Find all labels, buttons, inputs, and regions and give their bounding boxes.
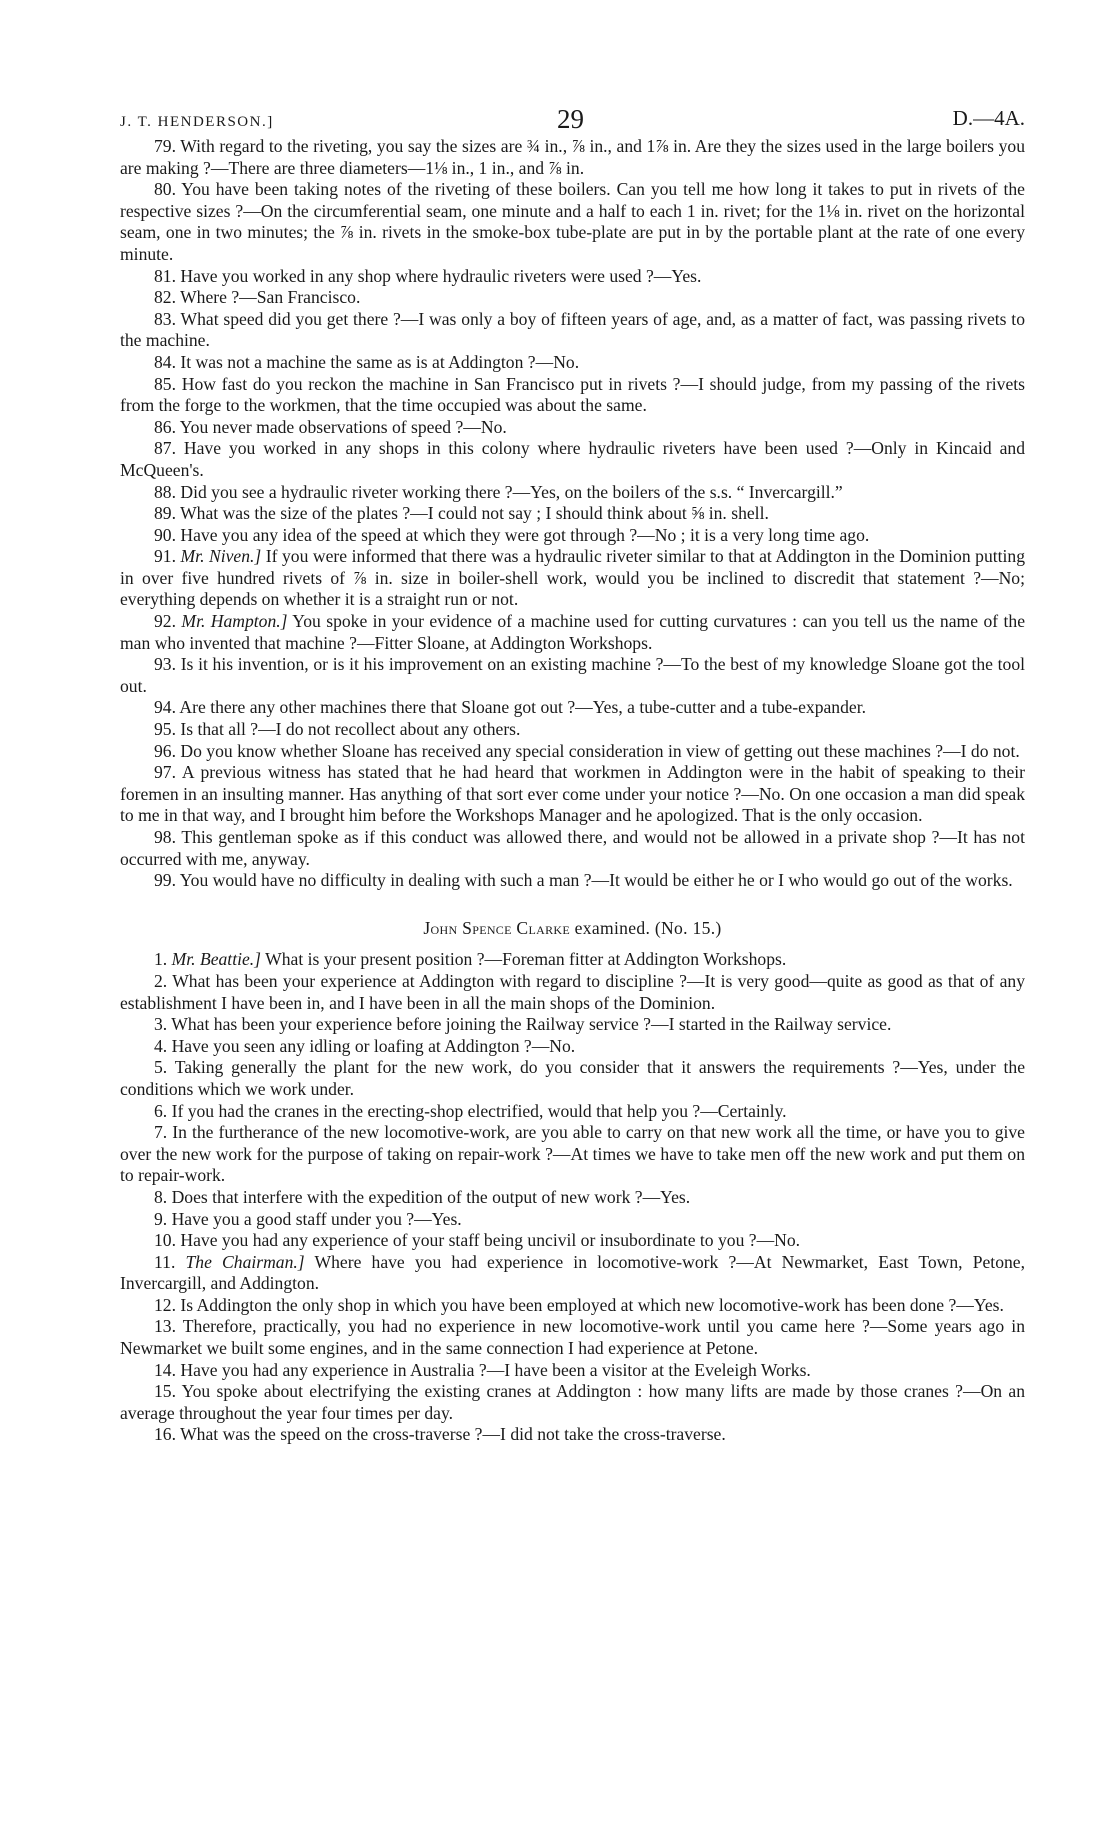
question-text: What is your present position ?—Foreman fitter at Addington Workshops. <box>265 949 787 970</box>
question-text: 10. Have you had any experience of your staff being uncivil or insubordinate to you ?—No. <box>154 1230 801 1251</box>
question-paragraph <box>120 266 1025 288</box>
question-text: 15. You spoke about electrifying the existing cranes at Addington : how many lifts are made by those cranes ?—On an average throughout the year four times per day. <box>120 1381 1025 1423</box>
speaker-name: Mr. Beattie.] <box>171 949 262 970</box>
question-paragraph <box>120 719 1025 741</box>
question-paragraph <box>120 1057 1025 1100</box>
question-text: If you were informed that there was a hydraulic riveter similar to that at Addington in the Dominion putting in over five hundred rivets of ⅞ in. size in boiler-shell work, would you be inclined to discredit that statement ?—No; everything depends on whether it is a straight run or not. <box>120 546 1026 610</box>
question-text: 94. Are there any other machines there that Sloane got out ?—Yes, a tube-cutter and a tube-expander. <box>154 697 866 718</box>
question-paragraph <box>120 1424 1025 1446</box>
question-paragraph <box>120 611 1025 654</box>
question-text: 85. How fast do you reckon the machine in San Francisco put in rivets ?—I should judge, from my passing of the rivets from the forge to the workmen, that the time occupied was about the same. <box>120 373 1025 416</box>
question-paragraph <box>120 1101 1025 1123</box>
question-paragraph <box>120 1122 1025 1187</box>
question-paragraph <box>120 525 1025 547</box>
question-text: 6. If you had the cranes in the erecting-shop electrified, would that help you ?—Certainly. <box>154 1100 787 1121</box>
speaker-name: The Chairman.] <box>185 1251 305 1272</box>
question-text: You spoke in your evidence of a machine used for cutting curvatures : can you tell us the name of the man who invented that machine ?—Fitter Sloane, at Addington Workshops. <box>120 611 1025 653</box>
question-text: 9. Have you a good staff under you ?—Yes. <box>154 1208 462 1229</box>
question-paragraph <box>120 438 1025 481</box>
question-text: 84. It was not a machine the same as is at Addington ?—No. <box>154 351 580 372</box>
question-paragraph <box>120 1360 1025 1382</box>
question-text: 93. Is it his invention, or is it his improvement on an existing machine ?—To the best of my knowledge Sloane got the tool out. <box>120 654 1025 696</box>
question-paragraph <box>120 1014 1025 1036</box>
speaker-name: Mr. Hampton.] <box>181 611 288 632</box>
document-code: D.—4A. <box>952 106 1025 130</box>
question-paragraph <box>120 482 1025 504</box>
question-paragraph <box>120 1316 1025 1359</box>
question-text: 7. In the furtherance of the new locomotive-work, are you able to carry on that new work all the time, or have you to give over the new work for the purpose of taking on repair-work ?—At times we have to take men off the new work and put them on to repair-work. <box>120 1122 1025 1186</box>
question-text: 13. Therefore, practically, you had no experience in new locomotive-work until you came here ?—Some years ago in Newmarket we built some engines, and in the same connection I had experience at Petone. <box>120 1316 1025 1359</box>
question-text: 8. Does that interfere with the expedition of the output of new work ?—Yes. <box>154 1186 691 1207</box>
page-number: 29 <box>557 104 584 134</box>
question-text: 95. Is that all ?—I do not recollect about any others. <box>154 719 521 740</box>
question-paragraph <box>120 287 1025 309</box>
question-number: 1. <box>154 949 168 970</box>
question-text: 96. Do you know whether Sloane has received any special consideration in view of getting out these machines ?—I do not. <box>154 740 1020 761</box>
question-text: 12. Is Addington the only shop in which you have been employed at which new locomotive-work has been done ?—Yes. <box>154 1294 1004 1315</box>
question-paragraph <box>120 971 1025 1014</box>
question-text: 82. Where ?—San Francisco. <box>154 287 361 308</box>
question-paragraph <box>120 949 1025 971</box>
question-text: 97. A previous witness has stated that he had heard that workmen in Addington were in the habit of speaking to their foremen in an insulting manner. Has anything of that sort ever come under your notice ?—No. On one occasion a man did speak to me in that way, and I brought him before the Workshops Manager and he apologized. That is the only occasion. <box>120 762 1025 826</box>
question-text: 88. Did you see a hydraulic riveter working there ?—Yes, on the boilers of the s.s. “ Invercargill.” <box>154 481 843 502</box>
question-text: 87. Have you worked in any shops in this colony where hydraulic riveters have been used ?—Only in Kincaid and McQueen's. <box>120 438 1025 480</box>
question-paragraph <box>120 417 1025 439</box>
question-paragraph <box>120 697 1025 719</box>
question-paragraph <box>120 1230 1025 1252</box>
header-witness: J. T. HENDERSON.] <box>120 114 274 130</box>
question-paragraph <box>120 179 1025 265</box>
question-text: Where have you had experience in locomotive-work ?—At Newmarket, East Town, Petone, Invercargill, and Addington. <box>120 1251 1025 1294</box>
question-paragraph <box>120 741 1025 763</box>
henderson-evidence <box>120 136 1025 892</box>
clarke-evidence <box>120 949 1025 1446</box>
question-paragraph <box>120 1252 1025 1295</box>
question-text: 99. You would have no difficulty in dealing with such a man ?—It would be either he or I who would go out of the works. <box>154 870 1013 891</box>
question-text: 80. You have been taking notes of the riveting of these boilers. Can you tell me how long it takes to put in rivets of the respective sizes ?—On the circumferential seam, one minute and a half to each 1 in. rivet; for the 1⅛ in. rivet on the horizontal seam, one in two minutes; the ⅞ in. rivets in the smoke-box tube-plate are put in by the portable plant at the rate of one every minute. <box>120 179 1025 264</box>
witness-name: John Spence Clarke <box>423 917 570 938</box>
question-paragraph <box>120 654 1025 697</box>
question-text: 83. What speed did you get there ?—I was only a boy of fifteen years of age, and, as a matter of fact, was passing rivets to the machine. <box>120 308 1025 351</box>
question-text: 89. What was the size of the plates ?—I could not say ; I should think about ⅝ in. shell. <box>154 503 769 524</box>
question-paragraph <box>120 762 1025 827</box>
question-paragraph <box>120 503 1025 525</box>
question-text: 90. Have you any idea of the speed at which they were got through ?—No ; it is a very long time ago. <box>154 524 870 545</box>
question-text: 79. With regard to the riveting, you say the sizes are ¾ in., ⅞ in., and 1⅞ in. Are they the sizes used in the large boilers you are making ?—There are three diameters—1⅛ in., 1 in., and ⅞ in. <box>120 136 1025 178</box>
page-header <box>120 96 1025 136</box>
question-paragraph <box>120 1381 1025 1424</box>
question-paragraph <box>120 870 1025 892</box>
question-text: 16. What was the speed on the cross-traverse ?—I did not take the cross-traverse. <box>154 1424 726 1445</box>
question-text: 81. Have you worked in any shop where hydraulic riveters were used ?—Yes. <box>154 265 702 286</box>
witness-heading <box>120 918 1025 940</box>
question-paragraph <box>120 309 1025 352</box>
question-paragraph <box>120 352 1025 374</box>
question-paragraph <box>120 827 1025 870</box>
question-number: 11. <box>154 1251 176 1272</box>
witness-heading-rest: examined. (No. 15.) <box>569 917 722 938</box>
question-paragraph <box>120 374 1025 417</box>
body-text <box>120 136 1025 1446</box>
document-page <box>120 96 1025 1446</box>
question-paragraph <box>120 1036 1025 1058</box>
question-paragraph <box>120 1209 1025 1231</box>
question-text: 3. What has been your experience before joining the Railway service ?—I started in the Railway service. <box>154 1014 892 1035</box>
question-text: 2. What has been your experience at Addington with regard to discipline ?—It is very good—quite as good as that of any establishment I have been in, and I have been in all the main shops of the Dominion. <box>120 970 1025 1013</box>
question-text: 5. Taking generally the plant for the new work, do you consider that it answers the requirements ?—Yes, under the conditions which we work under. <box>120 1057 1025 1099</box>
question-number: 91. <box>154 546 176 567</box>
question-text: 86. You never made observations of speed ?—No. <box>154 416 507 437</box>
question-paragraph <box>120 1187 1025 1209</box>
speaker-name: Mr. Niven.] <box>180 546 262 567</box>
question-number: 92. <box>154 611 176 632</box>
question-paragraph <box>120 1295 1025 1317</box>
question-paragraph <box>120 136 1025 179</box>
question-text: 4. Have you seen any idling or loafing at Addington ?—No. <box>154 1035 576 1056</box>
question-text: 98. This gentleman spoke as if this conduct was allowed there, and would not be allowed in a private shop ?—It has not occurred with me, anyway. <box>120 827 1025 869</box>
question-text: 14. Have you had any experience in Australia ?—I have been a visitor at the Eveleigh Works. <box>154 1359 811 1380</box>
question-paragraph <box>120 546 1025 611</box>
